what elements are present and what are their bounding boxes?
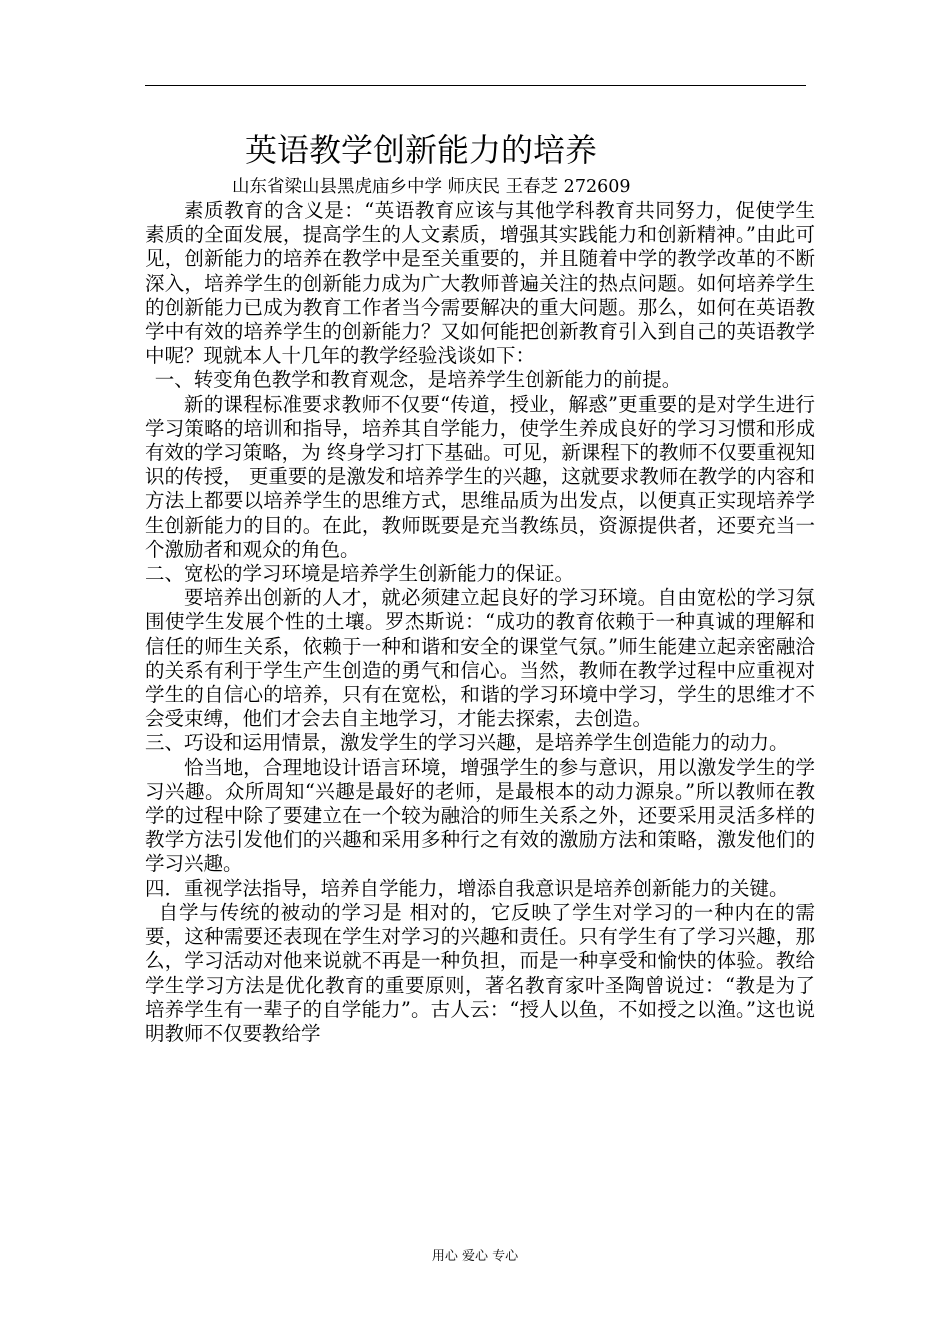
document-body <box>145 199 815 1046</box>
paragraph-section-4: 自学与传统的被动的学习是 相对的，它反映了学生对学习的一种内在的需要，这种需要还表现在学生对学习的兴趣和责任。只有学生有了学习兴趣，那么，学习活动对他来说就不再是一种负担，而是一种享受和愉快的体验。教给学生学习方法是优化教育的重要原则，著名教育家叶圣陶曾说过：“教是为了培养学生有一辈子的自学能力”。古人云：“授人以鱼，不如授之以渔。”这也说明教师不仅要教给学 <box>145 900 815 1045</box>
document-title: 英语教学创新能力的培养 <box>245 131 598 169</box>
section-heading-3: 三、巧设和运用情景，激发学生的学习兴趣，是培养学生创造能力的动力。 <box>145 731 789 755</box>
page-footer: 用心 爱心 专心 <box>431 1249 519 1264</box>
section-heading-2: 二、宽松的学习环境是培养学生创新能力的保证。 <box>145 562 575 586</box>
paragraph-section-2: 要培养出创新的人才，就必须建立起良好的学习环境。自由宽松的学习氛围使学生发展个性的土壤。罗杰斯说：“成功的教育依赖于一种真诚的理解和信任的师生关系，依赖于一种和谐和安全的课堂气氛。”师生能建立起亲密融洽的关系有利于学生产生创造的勇气和信心。当然，教师在教学过程中应重视对学生的自信心的培养，只有在宽松，和谐的学习环境中学习，学生的思维才不会受束缚，他们才会去自主地学习，才能去探索，去创造。 <box>145 586 815 731</box>
section-heading-1: 一、转变角色教学和教育观念，是培养学生创新能力的前提。 <box>154 368 682 392</box>
header-rule <box>145 85 806 86</box>
paragraph-intro: 素质教育的含义是：“英语教育应该与其他学科教育共同努力，促使学生素质的全面发展，提高学生的人文素质，增强其实践能力和创新精神。”由此可见，创新能力的培养在教学中是至关重要的，并且随着中学的教学改革的不断深入，培养学生的创新能力成为广大教师普遍关注的热点问题。如何培养学生的创新能力已成为教育工作者当今需要解决的重大问题。那么，如何在英语教学中有效的培养学生的创新能力？又如何能把创新教育引入到自己的英语教学中呢？现就本人十几年的教学经验浅谈如下： <box>145 199 815 368</box>
author-byline: 山东省梁山县黑虎庙乡中学 师庆民 王春芝 272609 <box>232 177 631 197</box>
paragraph-section-3: 恰当地，合理地设计语言环境，增强学生的参与意识，用以激发学生的学习兴趣。众所周知“兴趣是最好的老师，是最根本的动力源泉。”所以教师在教学的过程中除了要建立在一个较为融洽的师生关系之外，还要采用灵活多样的教学方法引发他们的兴趣和采用多种行之有效的激励方法和策略，激发他们的学习兴趣。 <box>145 755 815 876</box>
paragraph-section-1: 新的课程标准要求教师不仅要“传道，授业，解惑”更重要的是对学生进行学习策略的培训和指导，培养其自学能力，使学生养成良好的学习习惯和形成有效的学习策略，为 终身学习打下基础。可见，新课程下的教师不仅要重视知识的传授， 更重要的是激发和培养学生的兴趣，这就要求教师在教学的内容和方法上都要以培养学生的思维方式，思维品质为出发点，以便真正实现培养学生创新能力的目的。在此，教师既要是充当教练员，资源提供者，还要充当一个激励者和观众的角色。 <box>145 392 815 561</box>
section-heading-4: 四．重视学法指导，培养自学能力，增添自我意识是培养创新能力的关键。 <box>145 876 789 900</box>
